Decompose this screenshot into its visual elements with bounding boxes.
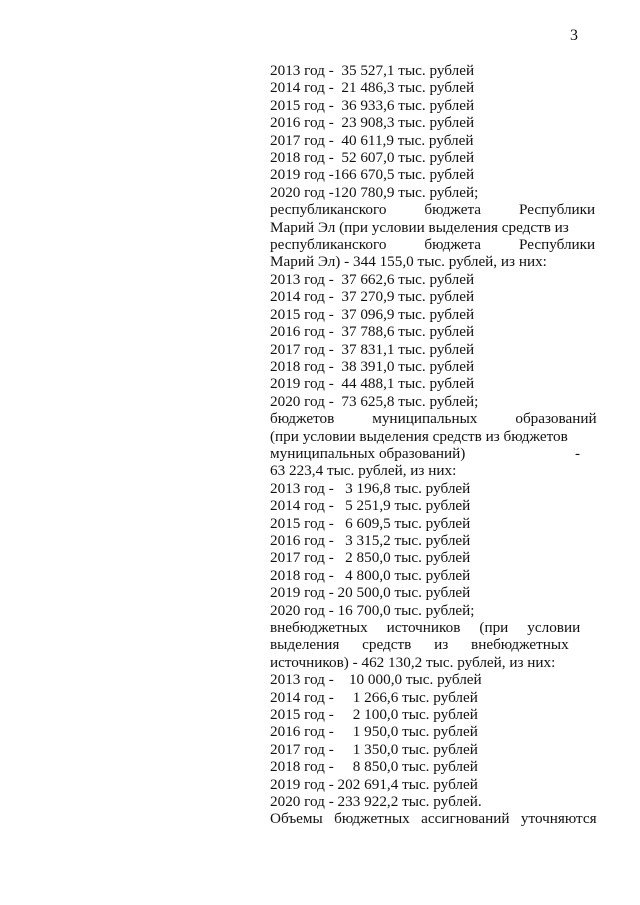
year-line: 2017 год - 2 850,0 тыс. рублей (270, 549, 471, 567)
heading-line: 63 223,4 тыс. рублей, из них: (270, 462, 457, 480)
heading-line: республиканского бюджета Республики (270, 201, 596, 219)
year-line: 2016 год - 1 950,0 тыс. рублей (270, 723, 478, 741)
year-line: 2019 год - 44 488,1 тыс. рублей (270, 375, 475, 393)
heading-line: Марий Эл (при условии выделения средств из (270, 218, 569, 236)
heading-line: выделения средств из внебюджетных (270, 636, 569, 654)
federal-years-list (270, 62, 582, 201)
municipal-budget-heading (270, 410, 597, 480)
heading-dash: - (574, 444, 580, 462)
year-line: 2015 год - 37 096,9 тыс. рублей (270, 305, 475, 323)
municipal-years-list (270, 480, 582, 619)
year-line: 2020 год - 16 700,0 тыс. рублей; (270, 601, 475, 619)
year-line: 2014 год - 21 486,3 тыс. рублей (270, 79, 475, 97)
heading-line: республиканского бюджета Республики (270, 236, 596, 254)
heading-line: источников) - 462 130,2 тыс. рублей, из них: (270, 653, 556, 671)
year-line: 2013 год - 10 000,0 тыс. рублей (270, 671, 482, 689)
year-line: 2014 год - 5 251,9 тыс. рублей (270, 497, 471, 515)
year-line: 2013 год - 3 196,8 тыс. рублей (270, 479, 471, 497)
year-line: 2017 год - 37 831,1 тыс. рублей (270, 340, 475, 358)
year-line: 2020 год - 233 922,2 тыс. рублей. (270, 793, 482, 811)
year-line: 2013 год - 35 527,1 тыс. рублей (270, 62, 475, 79)
year-line: 2013 год - 37 662,6 тыс. рублей (270, 270, 475, 288)
year-line: 2017 год - 40 611,9 тыс. рублей (270, 131, 474, 149)
year-line: 2015 год - 6 609,5 тыс. рублей (270, 514, 471, 532)
year-line: 2020 год - 73 625,8 тыс. рублей; (270, 392, 479, 410)
heading-line: внебюджетных источников (при условии (270, 619, 581, 636)
heading-line: Марий Эл) - 344 155,0 тыс. рублей, из них: (270, 253, 547, 271)
year-line: 2018 год - 4 800,0 тыс. рублей (270, 566, 471, 584)
year-line: 2018 год - 38 391,0 тыс. рублей (270, 357, 475, 375)
heading-text: муниципальных образований) (270, 444, 466, 462)
republican-budget-heading (270, 201, 596, 271)
heading-line: бюджетов муниципальных образований (270, 410, 597, 428)
extrabudget-heading (270, 619, 582, 671)
year-line: 2016 год - 37 788,6 тыс. рублей (270, 323, 475, 341)
closing-line: Объемы бюджетных ассигнований уточняются (270, 810, 597, 828)
year-line: 2016 год - 23 908,3 тыс. рублей (270, 114, 475, 132)
year-line: 2015 год - 2 100,0 тыс. рублей (270, 706, 478, 724)
year-line: 2019 год -166 670,5 тыс. рублей (270, 166, 475, 184)
page-number: 3 (570, 27, 578, 44)
year-line: 2019 год - 20 500,0 тыс. рублей (270, 584, 471, 602)
heading-line (270, 445, 582, 462)
year-line: 2015 год - 36 933,6 тыс. рублей (270, 96, 475, 114)
year-line: 2014 год - 1 266,6 тыс. рублей (270, 688, 478, 706)
document-body (270, 62, 597, 828)
year-line: 2018 год - 8 850,0 тыс. рублей (270, 758, 478, 776)
year-line: 2019 год - 202 691,4 тыс. рублей (270, 775, 478, 793)
republican-years-list (270, 271, 582, 410)
year-line: 2020 год -120 780,9 тыс. рублей; (270, 183, 479, 201)
year-line: 2018 год - 52 607,0 тыс. рублей (270, 149, 475, 167)
heading-line: (при условии выделения средств из бюджетов (270, 427, 568, 445)
extrabudget-years-list (270, 671, 582, 810)
year-line: 2017 год - 1 350,0 тыс. рублей (270, 740, 478, 758)
year-line: 2014 год - 37 270,9 тыс. рублей (270, 288, 475, 306)
year-line: 2016 год - 3 315,2 тыс. рублей (270, 531, 471, 549)
